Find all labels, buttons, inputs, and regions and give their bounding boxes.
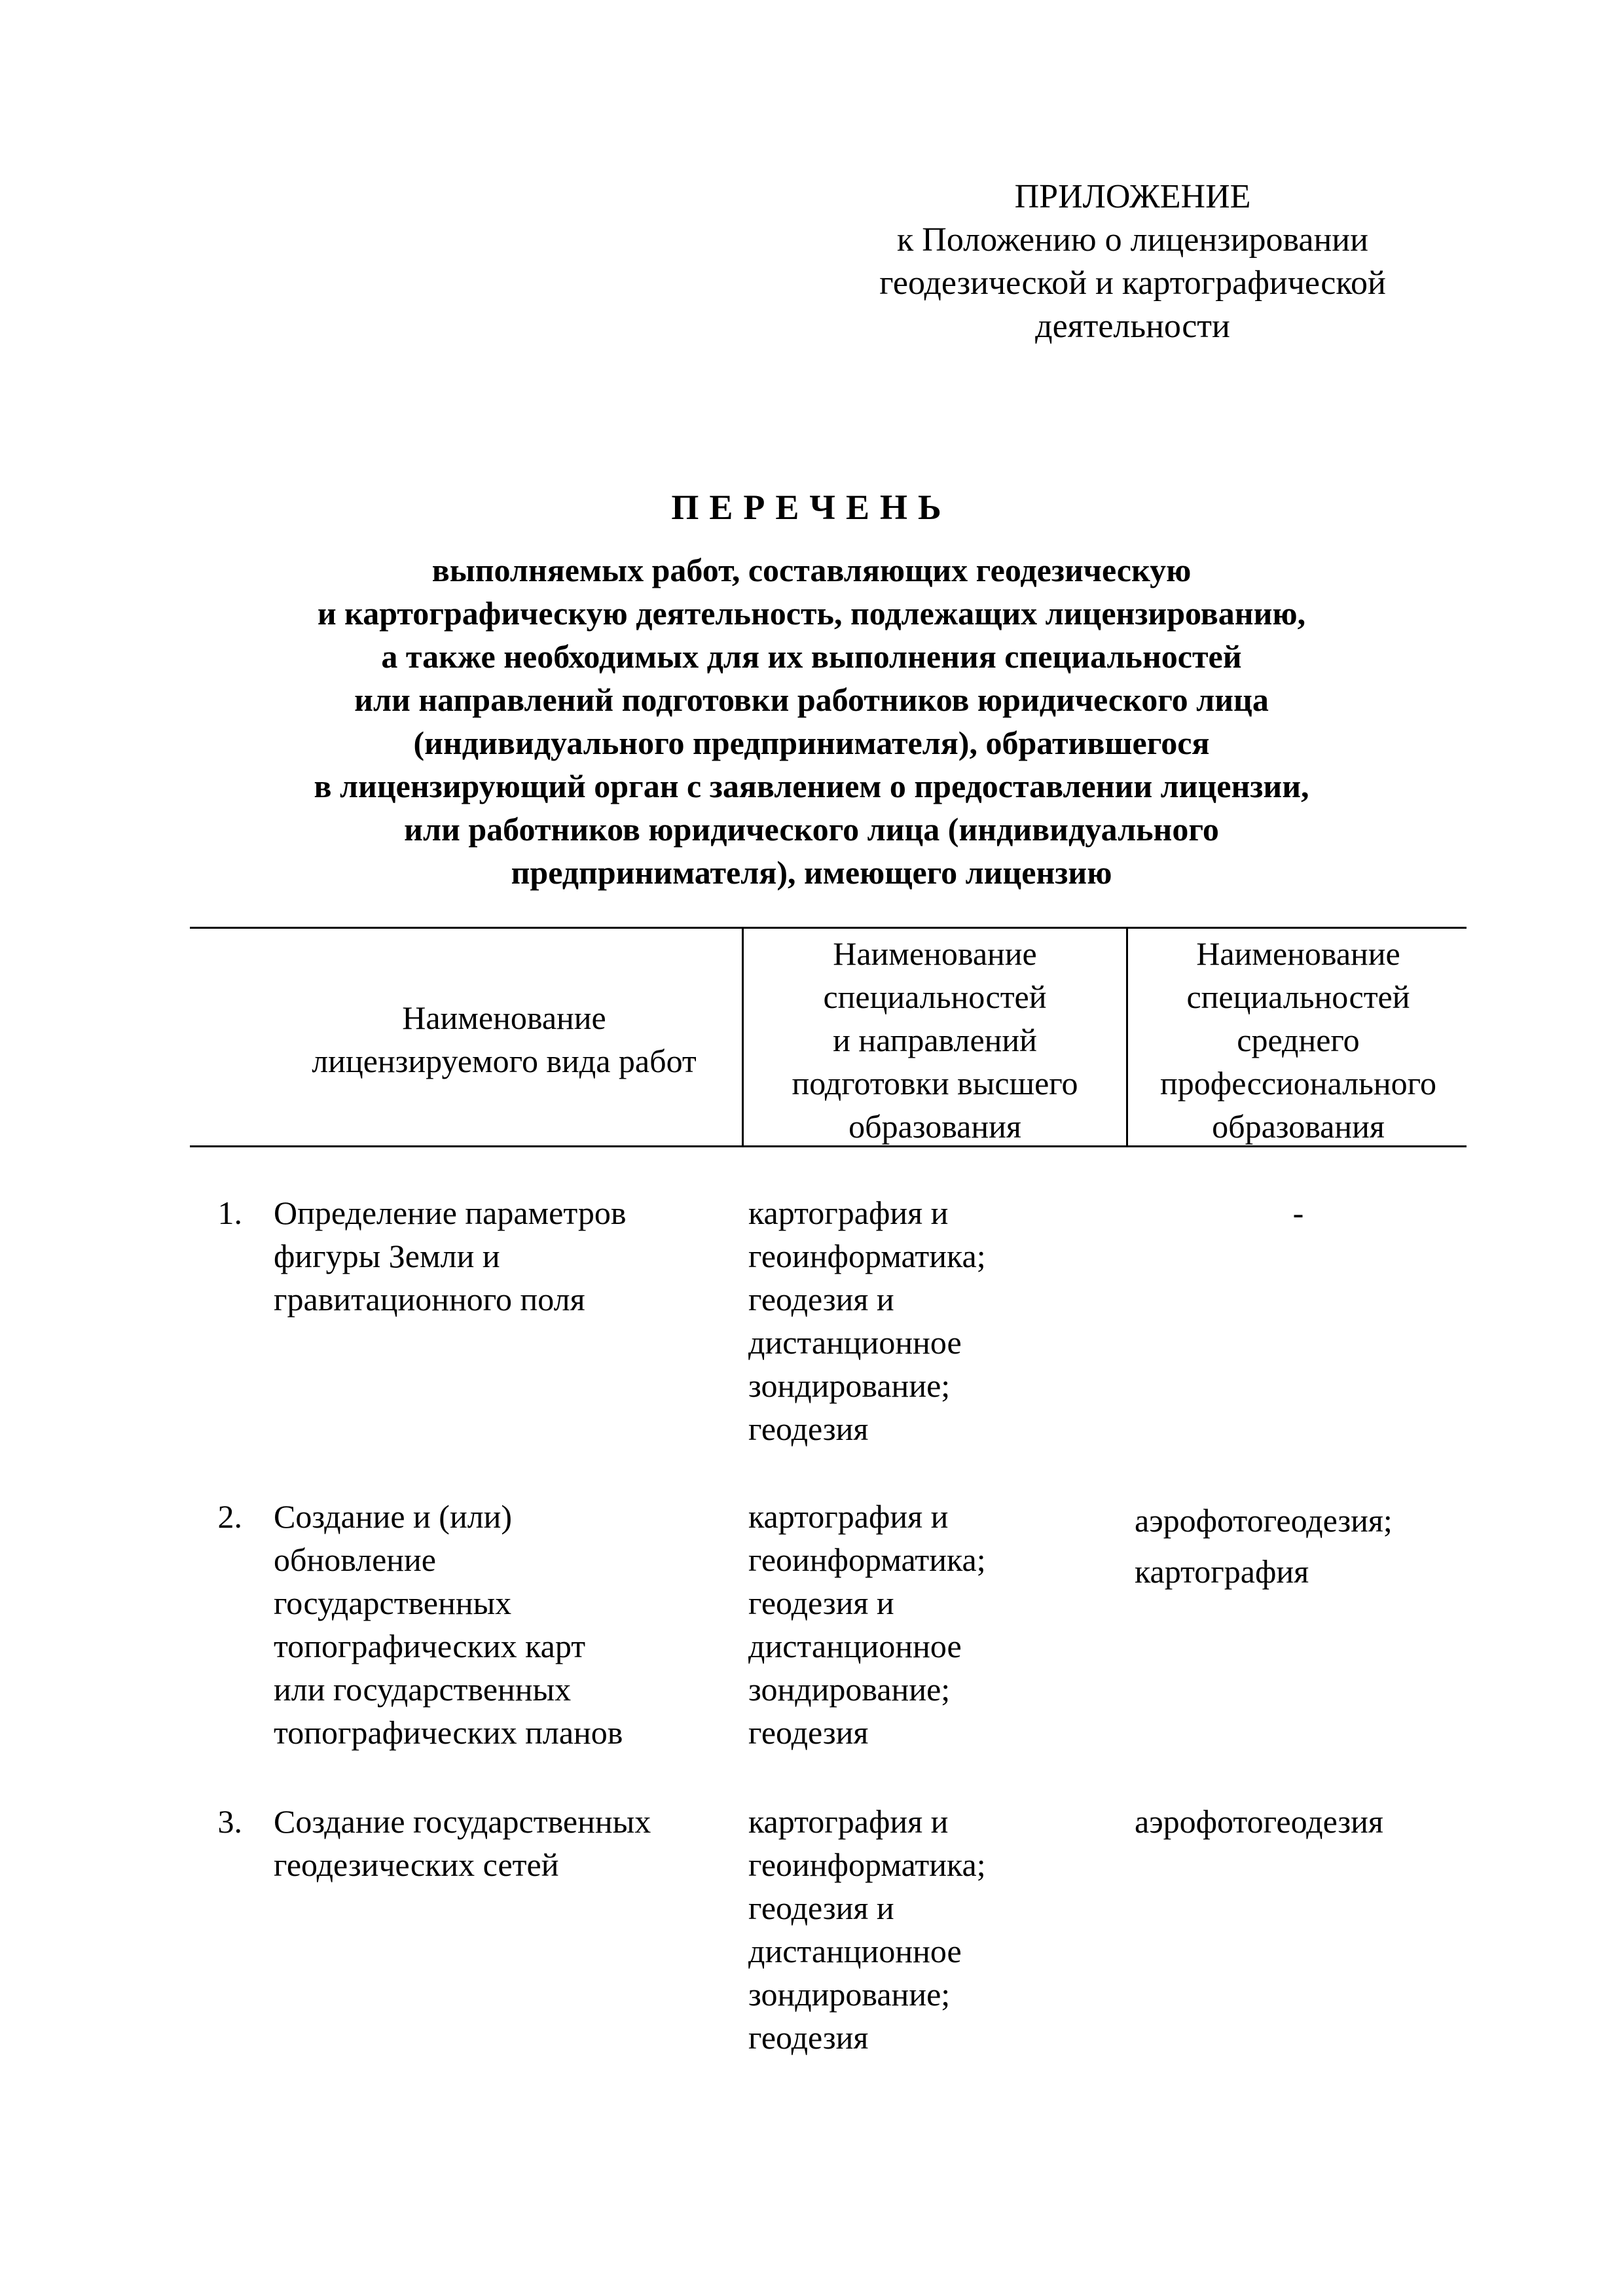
row-secondary-education xyxy=(1135,1800,1383,1843)
cell-line: зондирование; xyxy=(748,1976,951,2013)
table-column-divider xyxy=(1126,927,1128,1147)
cell-line: геодезических сетей xyxy=(274,1846,559,1883)
cell-line: дистанционное xyxy=(748,1628,962,1664)
column-header-line: специальностей xyxy=(823,978,1047,1015)
cell-line: или государственных xyxy=(274,1671,572,1708)
cell-line: топографических планов xyxy=(274,1714,623,1751)
column-header-line: лицензируемого вида работ xyxy=(312,1043,697,1079)
cell-line: зондирование; xyxy=(748,1367,951,1404)
subtitle-line: а также необходимых для их выполнения специальностей xyxy=(381,638,1242,675)
cell-line: дистанционное xyxy=(748,1933,962,1969)
row-number: 1. xyxy=(217,1194,242,1231)
cell-line: Создание государственных xyxy=(274,1803,651,1840)
column-header-line: образования xyxy=(848,1108,1021,1145)
cell-line: аэрофотогеодезия xyxy=(1135,1803,1383,1840)
subtitle-line: предпринимателя), имеющего лицензию xyxy=(511,854,1112,891)
appendix-line: деятельности xyxy=(1035,308,1230,345)
subtitle-line: в лицензирующий орган с заявлением о предоставлении лицензии, xyxy=(314,768,1309,804)
cell-line: картография xyxy=(1135,1553,1309,1590)
appendix-line: к Положению о лицензировании xyxy=(897,221,1368,259)
cell-line: Определение параметров xyxy=(274,1194,627,1231)
row-number: 3. xyxy=(217,1803,242,1840)
column-header-higher-education xyxy=(746,932,1123,1148)
row-higher-education xyxy=(748,1191,986,1450)
subtitle-line: выполняемых работ, составляющих геодезическую xyxy=(431,552,1192,588)
cell-line: гравитационного поля xyxy=(274,1281,585,1318)
cell-line: Создание и (или) xyxy=(274,1498,513,1535)
column-header-line: Наименование xyxy=(1196,935,1400,972)
subtitle-line: (индивидуального предпринимателя), обратившегося xyxy=(413,725,1210,761)
cell-line: геодезия и xyxy=(748,1585,894,1621)
row-work xyxy=(274,1495,623,1754)
cell-line: геоинформатика; xyxy=(748,1238,986,1274)
cell-line: геоинформатика; xyxy=(748,1846,986,1883)
cell-line: геодезия и xyxy=(748,1281,894,1318)
cell-line: геодезия xyxy=(748,2019,869,2056)
cell-line: государственных xyxy=(274,1585,512,1621)
cell-line: дистанционное xyxy=(748,1324,962,1361)
cell-line: обновление xyxy=(274,1541,436,1578)
document-subtitle xyxy=(131,548,1492,894)
cell-line: картография и xyxy=(748,1498,949,1535)
cell-line: - xyxy=(1292,1194,1304,1231)
column-header-line: подготовки высшего xyxy=(792,1065,1078,1102)
document-title: ПЕРЕЧЕНЬ xyxy=(671,488,952,527)
cell-line: зондирование; xyxy=(748,1671,951,1708)
table-column-divider xyxy=(742,927,744,1147)
cell-line: аэрофотогеодезия; xyxy=(1135,1502,1393,1539)
cell-line: геодезия xyxy=(748,1410,869,1447)
column-header-line: профессионального xyxy=(1160,1065,1436,1102)
row-work xyxy=(274,1800,651,1886)
column-header-line: среднего xyxy=(1237,1022,1360,1058)
column-header-line: и направлений xyxy=(833,1022,1037,1058)
cell-line: картография и xyxy=(748,1194,949,1231)
cell-line: геодезия и xyxy=(748,1890,894,1926)
row-secondary-education xyxy=(1135,1495,1393,1597)
row-number: 2. xyxy=(217,1498,242,1535)
column-header-line: образования xyxy=(1212,1108,1385,1145)
cell-line: фигуры Земли и xyxy=(274,1238,500,1274)
row-higher-education xyxy=(748,1800,986,2059)
appendix-block xyxy=(759,175,1506,348)
cell-line: картография и xyxy=(748,1803,949,1840)
column-header-line: Наименование xyxy=(402,999,606,1036)
row-secondary-education xyxy=(1130,1191,1467,1234)
column-header-line: Наименование xyxy=(833,935,1037,972)
cell-line: топографических карт xyxy=(274,1628,586,1664)
row-work xyxy=(274,1191,626,1321)
subtitle-line: или направлений подготовки работников юридического лица xyxy=(354,681,1269,718)
column-header-work xyxy=(268,996,740,1083)
cell-line: геоинформатика; xyxy=(748,1541,986,1578)
appendix-line: геодезической и картографической xyxy=(879,264,1386,302)
subtitle-line: и картографическую деятельность, подлежащих лицензированию, xyxy=(317,595,1306,632)
cell-line: геодезия xyxy=(748,1714,869,1751)
subtitle-line: или работников юридического лица (индивидуального xyxy=(404,811,1219,848)
column-header-line: специальностей xyxy=(1186,978,1410,1015)
column-header-secondary-education xyxy=(1130,932,1467,1148)
appendix-heading: ПРИЛОЖЕНИЕ xyxy=(1014,178,1251,215)
row-higher-education xyxy=(748,1495,986,1754)
table-top-rule xyxy=(190,927,1467,929)
